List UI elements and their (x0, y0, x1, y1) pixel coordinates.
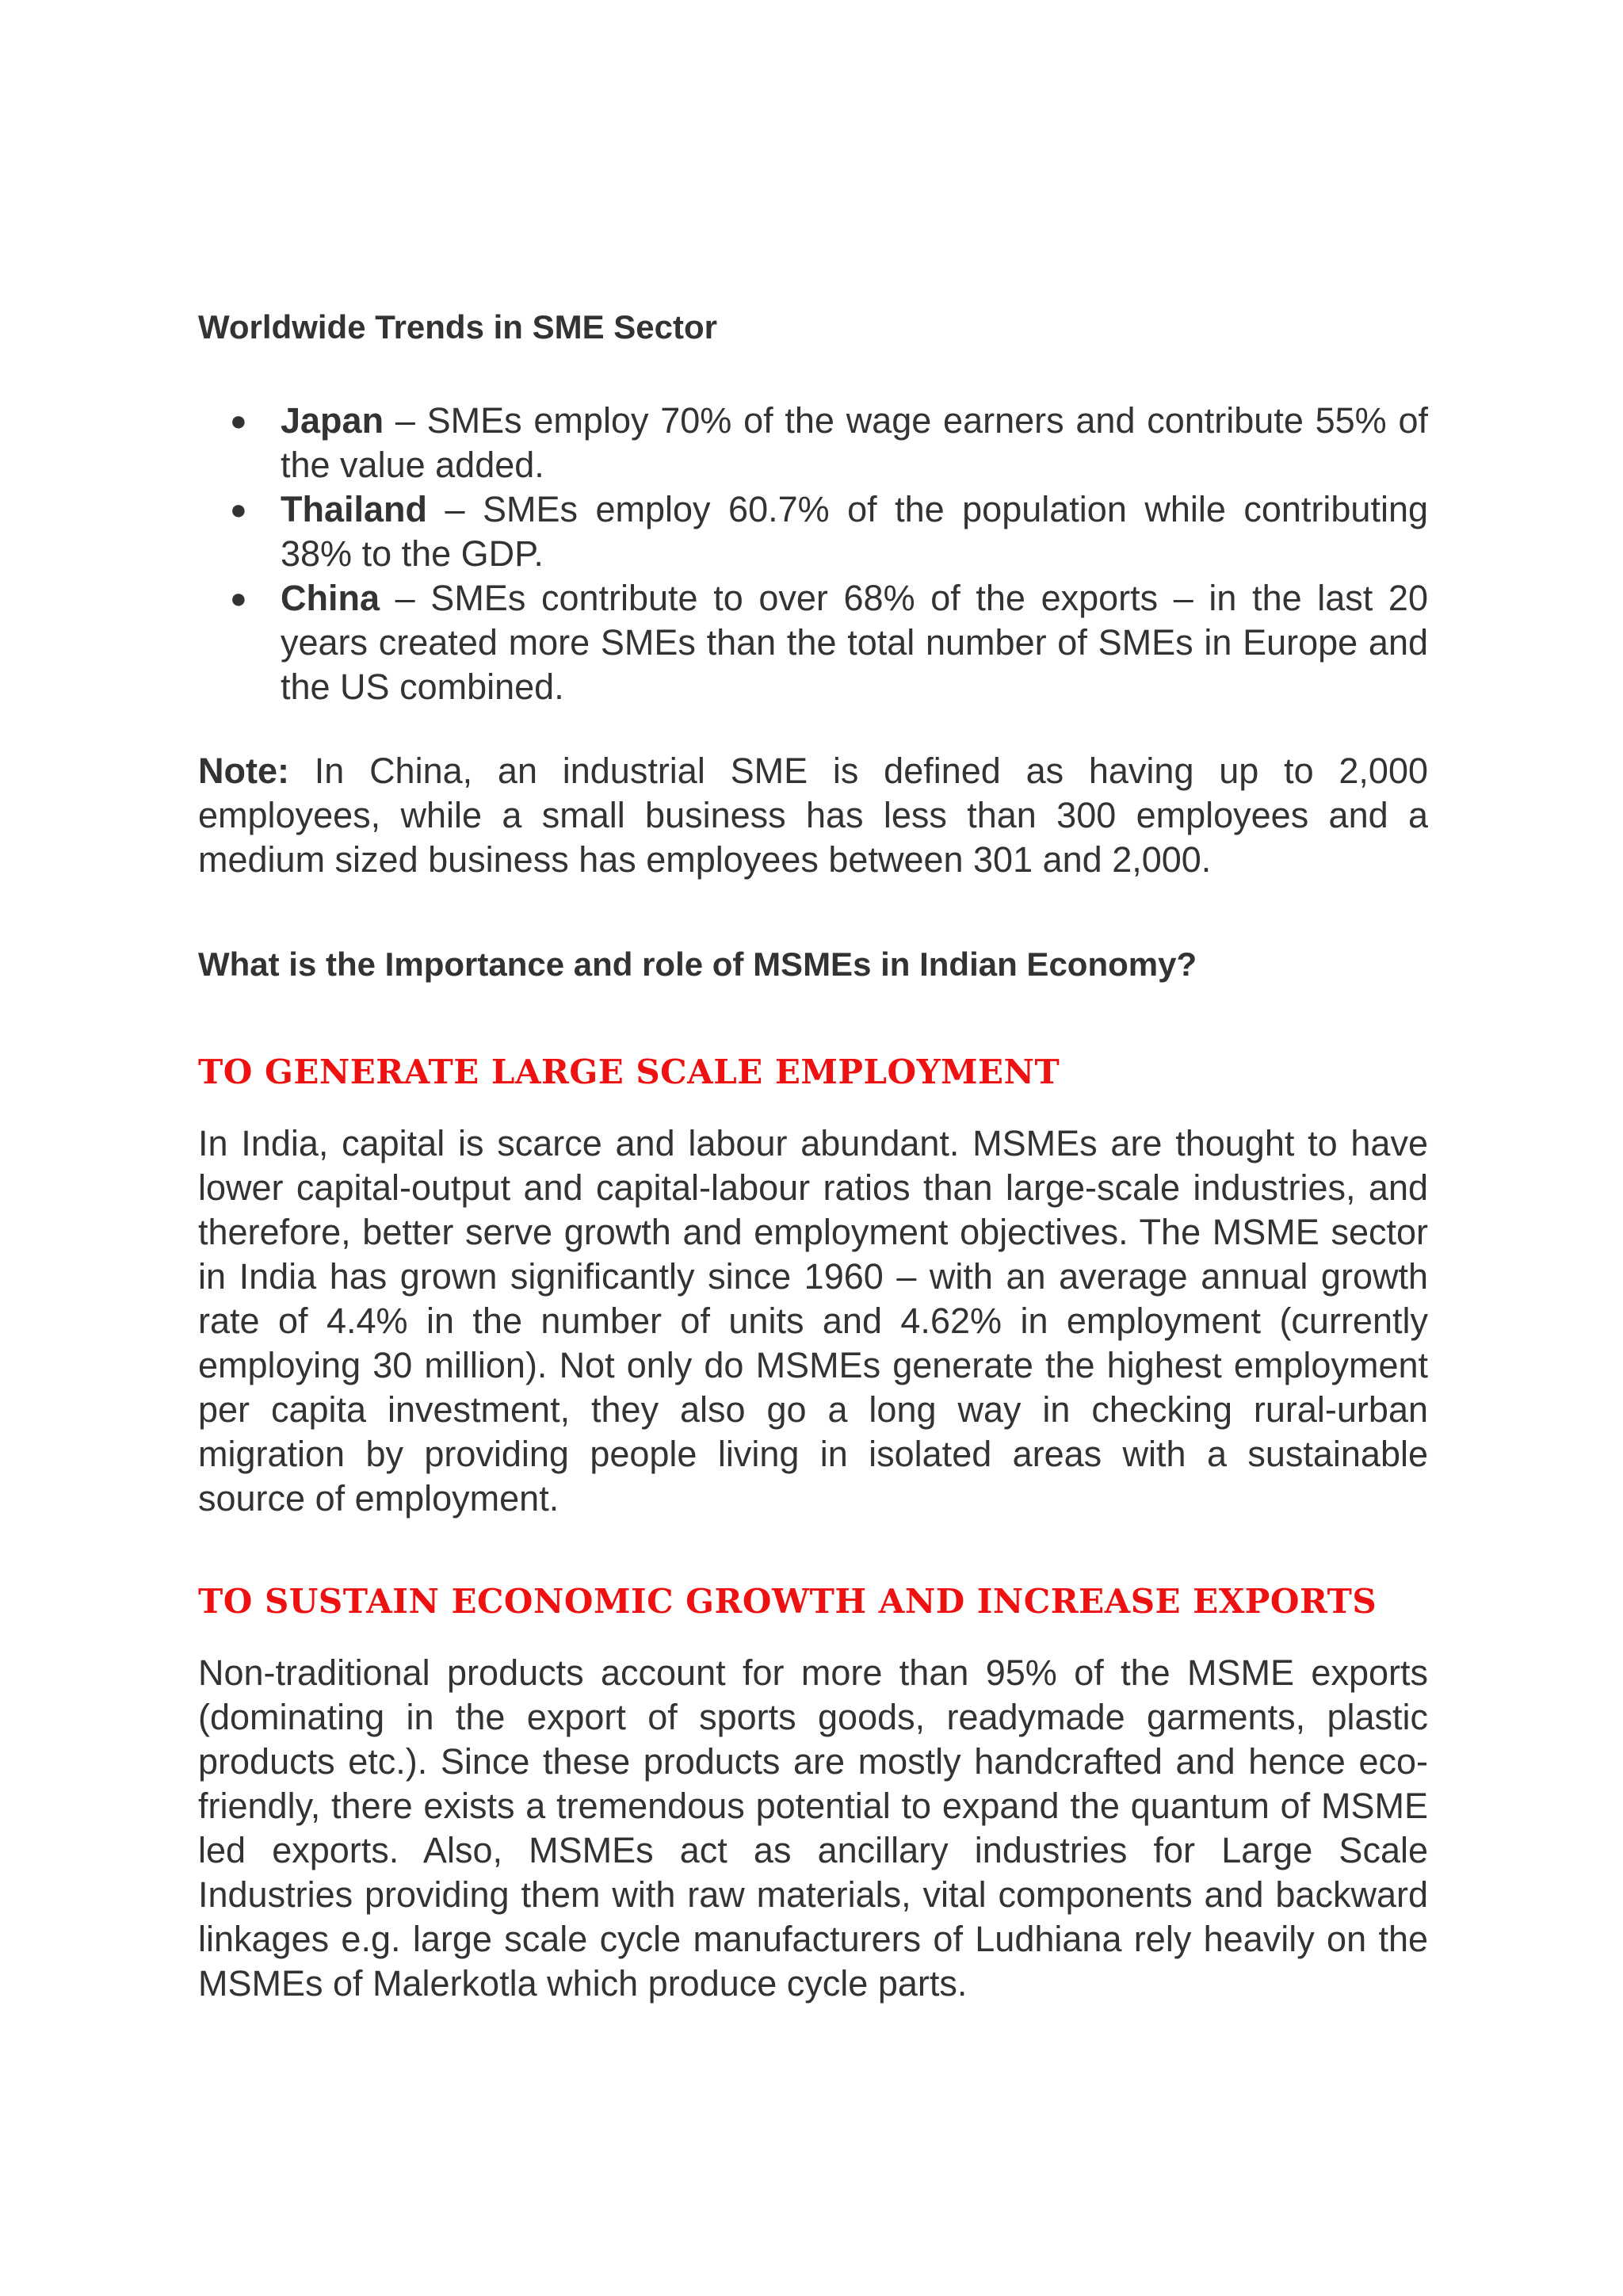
list-item (230, 487, 1428, 576)
bullet-icon: ● (230, 493, 247, 525)
bullet-icon: ● (230, 582, 247, 614)
list-item (230, 576, 1428, 709)
note-text: In China, an industrial SME is defined as having up to 2,000 employees, while a small business has less than 300 employees and a medium sized business has employees between 301 and 2,000. (198, 751, 1428, 880)
subsection-heading-employment: TO GENERATE LARGE SCALE EMPLOYMENT (198, 1052, 1060, 1091)
country-name: China (281, 578, 380, 618)
trend-text: – SMEs contribute to over 68% of the exports – in the last 20 years created more SMEs than the total number of SMEs in Europe and the US combined. (281, 578, 1428, 707)
question-heading: What is the Importance and role of MSMEs in Indian Economy? (198, 946, 1197, 983)
section-title: Worldwide Trends in SME Sector (198, 308, 717, 346)
note-label: Note: (198, 751, 289, 791)
list-item (230, 399, 1428, 487)
bullet-icon: ● (230, 404, 247, 437)
country-name: Thailand (281, 489, 428, 529)
subsection-heading-exports: TO SUSTAIN ECONOMIC GROWTH AND INCREASE EXPORTS (198, 1582, 1377, 1621)
trends-list (198, 399, 1428, 709)
country-name: Japan (281, 400, 384, 441)
document-page (198, 305, 1428, 2042)
subsection-body-exports: Non-traditional products account for more than 95% of the MSME exports (dominating in the export of sports goods, readymade garments, plastic products etc.). Since these products are mostly handcrafted and hence eco-friendly, there exists a tremendous potential to expand the quantum of MSME led exports. Also, MSMEs act as ancillary industries for Large Scale Industries providing them with raw materials, vital components and backward linkages e.g. large scale cycle manufacturers of Ludhiana rely heavily on the MSMEs of Malerkotla which produce cycle parts. (198, 1652, 1428, 2004)
subsection-body-employment: In India, capital is scarce and labour abundant. MSMEs are thought to have lower capital-output and capital-labour ratios than large-scale industries, and therefore, better serve growth and employment objectives. The MSME sector in India has grown significantly since 1960 – with an average annual growth rate of 4.4% in the number of units and 4.62% in employment (currently employing 30 million). Not only do MSMEs generate the highest employment per capita investment, they also go a long way in checking rural-urban migration by providing people living in isolated areas with a sustainable source of employment. (198, 1123, 1428, 1519)
trend-text: – SMEs employ 70% of the wage earners and contribute 55% of the value added. (281, 400, 1428, 485)
note-paragraph (198, 749, 1428, 882)
trend-text: – SMEs employ 60.7% of the population while contributing 38% to the GDP. (281, 489, 1428, 574)
